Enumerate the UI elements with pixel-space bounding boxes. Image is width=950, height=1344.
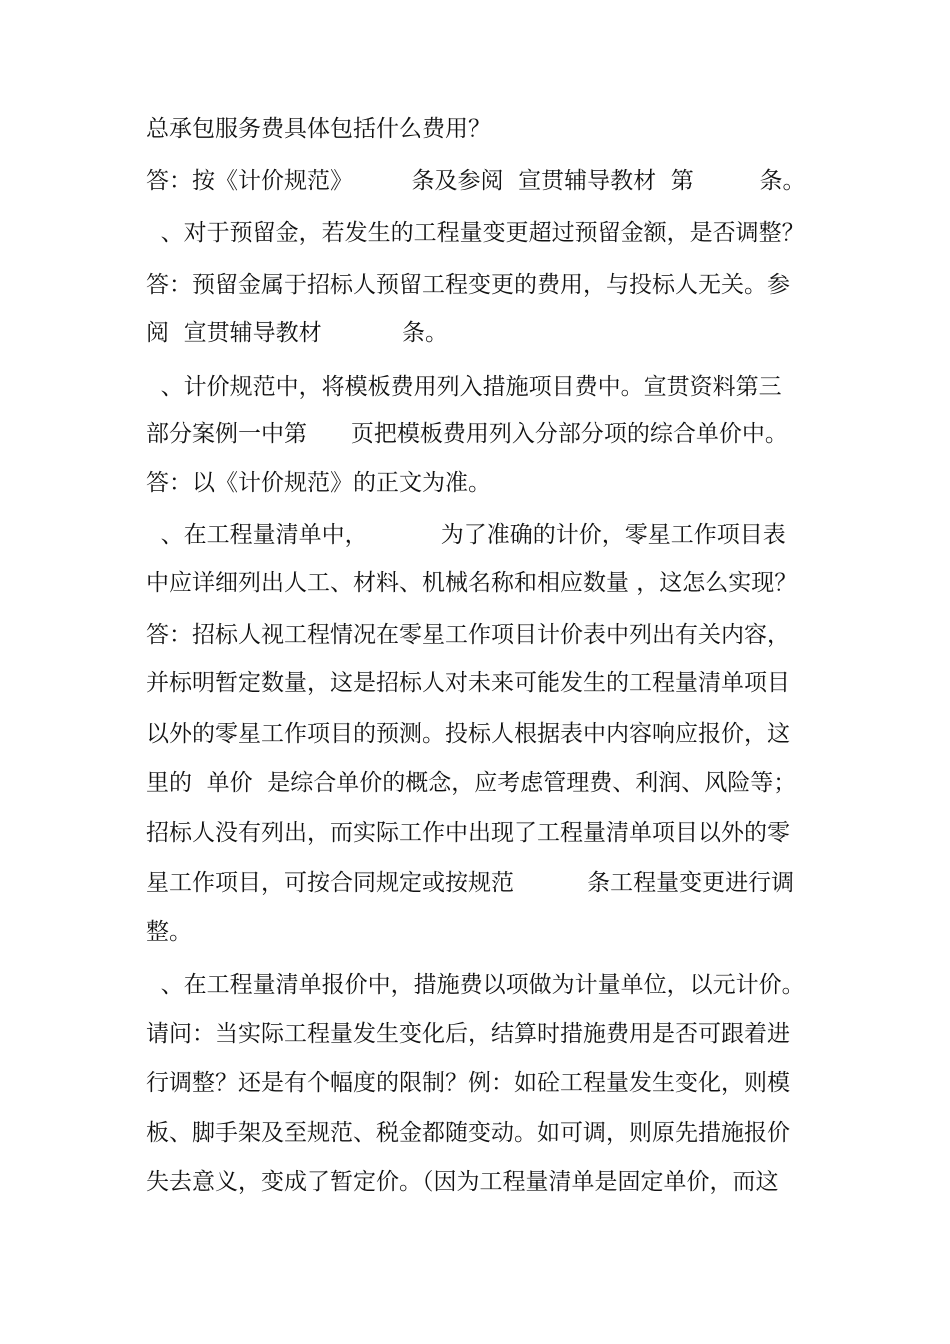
text-line: 答：预留金属于招标人预留工程变更的费用，与投标人无关。参 — [146, 272, 790, 298]
text-line: 答：以《计价规范》的正文为准。 — [146, 470, 491, 496]
text-line: 以外的零星工作项目的预测。投标人根据表中内容响应报价，这 — [146, 721, 790, 747]
text-line: 招标人没有列出，而实际工作中出现了工程量清单项目以外的零 — [146, 820, 790, 846]
text-line: 请问：当实际工程量发生变化后，结算时措施费用是否可跟着进 — [146, 1021, 790, 1047]
text-line: 并标明暂定数量，这是招标人对未来可能发生的工程量清单项目 — [146, 670, 790, 696]
text-line: 、在工程量清单报价中，措施费以项做为计量单位，以元计价。 — [146, 972, 805, 998]
text-line: 里的 单价 是综合单价的概念，应考虑管理费、利润、风险等； — [146, 770, 797, 796]
text-line: 部分案例一中第 页把模板费用列入分部分项的综合单价中。 — [146, 421, 788, 447]
text-line: 失去意义，变成了暂定价。（因为工程量清单是固定单价，而这 — [146, 1169, 779, 1195]
text-line: 、计价规范中，将模板费用列入措施项目费中。宣贯资料第三 — [146, 374, 782, 400]
text-line: 整。 — [146, 919, 192, 945]
text-line: 、在工程量清单中， 为了准确的计价，零星工作项目表 — [146, 522, 786, 548]
text-line: 答：招标人视工程情况在零星工作项目计价表中列出有关内容， — [146, 622, 790, 648]
text-line: 阅 宣贯辅导教材 条。 — [146, 320, 449, 346]
text-line: 总承包服务费具体包括什么费用？ — [146, 116, 491, 142]
text-line: 中应详细列出人工、材料、机械名称和相应数量 ，这怎么实现？ — [146, 570, 798, 596]
text-line: 行调整？还是有个幅度的限制？例：如砼工程量发生变化，则模 — [146, 1070, 790, 1096]
text-line: 板、脚手架及至规范、税金都随变动。如可调，则原先措施报价 — [146, 1120, 790, 1146]
text-line: 星工作项目，可按合同规定或按规范 条工程量变更进行调 — [146, 870, 795, 896]
text-line: 、对于预留金，若发生的工程量变更超过预留金额，是否调整？ — [146, 220, 805, 246]
text-line: 答：按《计价规范》 条及参阅 宣贯辅导教材 第 条。 — [146, 168, 806, 194]
